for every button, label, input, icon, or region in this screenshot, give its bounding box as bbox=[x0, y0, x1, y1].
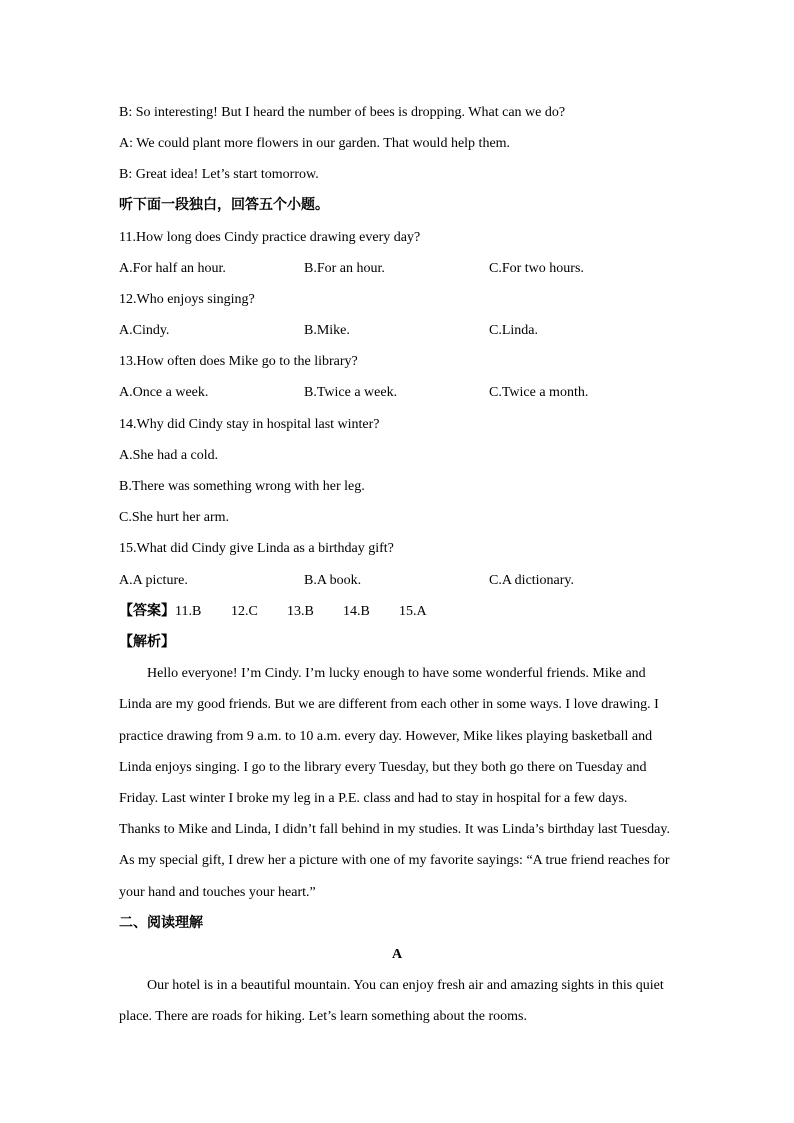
option-a: A.She had a cold. bbox=[119, 448, 219, 463]
transcript-line: your hand and touches your heart.” bbox=[119, 885, 316, 900]
question-13: 13.How often does Mike go to the library? bbox=[119, 354, 358, 369]
option-a: A.A picture. bbox=[119, 573, 188, 588]
question-14: 14.Why did Cindy stay in hospital last winter? bbox=[119, 417, 380, 432]
option-b: B.For an hour. bbox=[304, 261, 385, 276]
answer-item: 12.C bbox=[231, 604, 258, 619]
option-c: C.She hurt her arm. bbox=[119, 510, 230, 525]
analysis-label: 【解析】 bbox=[119, 635, 175, 650]
option-c: C.Linda. bbox=[489, 323, 538, 338]
answer-item: 11.B bbox=[175, 604, 202, 619]
answer-item: 13.B bbox=[287, 604, 314, 619]
option-a: A.Cindy. bbox=[119, 323, 170, 338]
passage-title: A bbox=[391, 947, 403, 962]
dialogue-line: B: Great idea! Let’s start tomorrow. bbox=[119, 167, 319, 182]
transcript-line: Linda enjoys singing. I go to the library every Tuesday, but they both go there on Tuesday and bbox=[119, 760, 647, 775]
option-c: C.Twice a month. bbox=[489, 385, 589, 400]
passage-line: place. There are roads for hiking. Let’s learn something about the rooms. bbox=[119, 1009, 527, 1024]
transcript-line: Thanks to Mike and Linda, I didn’t fall behind in my studies. It was Linda’s birthday last Tuesday. bbox=[119, 822, 670, 837]
transcript-line: As my special gift, I drew her a picture with one of my favorite sayings: “A true friend reaches for bbox=[119, 853, 670, 868]
option-b: B.Twice a week. bbox=[304, 385, 398, 400]
dialogue-line: B: So interesting! But I heard the number of bees is dropping. What can we do? bbox=[119, 105, 566, 120]
option-c: C.A dictionary. bbox=[489, 573, 575, 588]
monologue-header: 听下面一段独白，回答五个小题。 bbox=[119, 198, 329, 213]
option-a: A.For half an hour. bbox=[119, 261, 226, 276]
answer-item: 15.A bbox=[399, 604, 427, 619]
answer-line bbox=[119, 603, 427, 621]
transcript-line: Linda are my good friends. But we are different from each other in some ways. I love drawing. I bbox=[119, 697, 659, 712]
answer-label: 【答案】 bbox=[119, 604, 175, 619]
question-11: 11.How long does Cindy practice drawing every day? bbox=[119, 230, 421, 245]
transcript-line: practice drawing from 9 a.m. to 10 a.m. every day. However, Mike likes playing basketball and bbox=[119, 729, 653, 744]
passage-line: Our hotel is in a beautiful mountain. You can enjoy fresh air and amazing sights in this quiet bbox=[147, 978, 664, 993]
section-heading: 二、阅读理解 bbox=[119, 916, 203, 931]
option-b: B.A book. bbox=[304, 573, 362, 588]
question-12: 12.Who enjoys singing? bbox=[119, 292, 255, 307]
question-15: 15.What did Cindy give Linda as a birthday gift? bbox=[119, 541, 394, 556]
option-a: A.Once a week. bbox=[119, 385, 209, 400]
transcript-line: Friday. Last winter I broke my leg in a P.E. class and had to stay in hospital for a few days. bbox=[119, 791, 628, 806]
option-c: C.For two hours. bbox=[489, 261, 584, 276]
dialogue-line: A: We could plant more flowers in our garden. That would help them. bbox=[119, 136, 511, 151]
transcript-line: Hello everyone! I’m Cindy. I’m lucky enough to have some wonderful friends. Mike and bbox=[147, 666, 646, 681]
option-b: B.Mike. bbox=[304, 323, 350, 338]
answer-item: 14.B bbox=[343, 604, 370, 619]
option-b: B.There was something wrong with her leg. bbox=[119, 479, 365, 494]
